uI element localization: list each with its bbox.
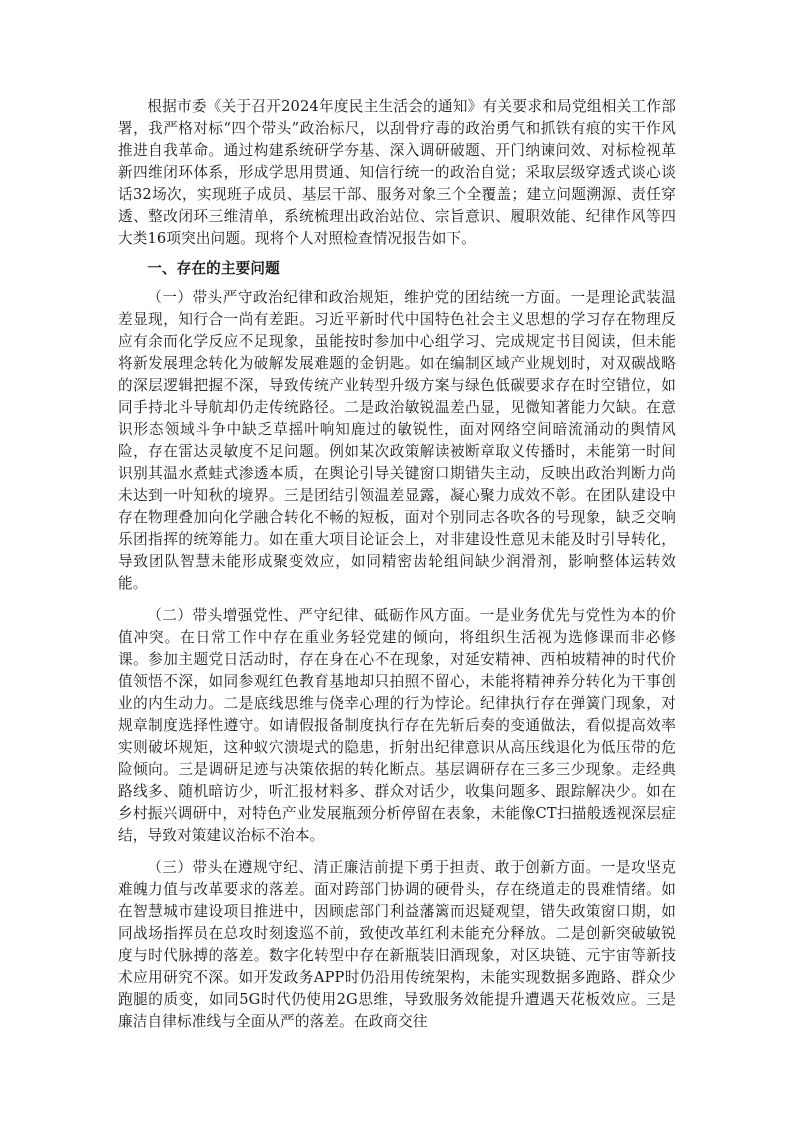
intro-paragraph: 根据市委《关于召开2024年度民主生活会的通知》有关要求和局党组相关工作部署，我严格对标“四个带头”政治标尺，以刮骨疗毒的政治勇气和抓铁有痕的实干作风推进自我革命。通过构建系统研学夯基、深入调研破题、开门纳谏问效、对标检视革新四维闭环体系，形成学思用贯通、知信行统一的政治自觉；采取层级穿透式谈心谈话32场次，实现班子成员、基层干部、服务对象三个全覆盖；建立问题溯源、责任穿透、整改闭环三维清单，系统梳理出政治站位、宗旨意识、履职效能、纪律作风等四大类16项突出问题。现将个人对照检查情况报告如下。 <box>118 98 676 247</box>
paragraph-party-spirit: （二）带头增强党性、严守纪律、砥砺作风方面。一是业务优先与党性为本的价值冲突。在日常工作中存在重业务轻党建的倾向，将组织生活视为选修课而非必修课。参加主题党日活动时，存在身在心不在现象，对延安精神、西柏坡精神的时代价值领悟不深，如同参观红色教育基地却只拍照不留心，未能将精神养分转化为干事创业的内生动力。二是底线思维与侥幸心理的行为悖论。纪律执行存在弹簧门现象，对规章制度选择性遵守。如请假报备制度执行存在先斩后奏的变通做法，看似提高效率实则破坏规矩，这种蚁穴溃堤式的隐患，折射出纪律意识从高压线退化为低压带的危险倾向。三是调研足迹与决策依据的转化断点。基层调研存在三多三少现象。走经典路线多、随机暗访少，听汇报材料多、群众对话少，收集问题多、跟踪解决少。如在乡村振兴调研中，对特色产业发展瓶颈分析停留在表象，未能像CT扫描般透视深层症结，导致对策建议治标不治本。 <box>118 607 676 844</box>
document-body <box>118 96 676 1043</box>
paragraph-political-discipline: （一）带头严守政治纪律和政治规矩，维护党的团结统一方面。一是理论武装温差显现，知行合一尚有差距。习近平新时代中国特色社会主义思想的学习存在物理反应有余而化学反应不足现象，虽能按时参加中心组学习、完成规定书目阅读，但未能将新发展理念转化为破解发展难题的金钥匙。如在编制区域产业规划时，对双碳战略的深层逻辑把握不深，导致传统产业转型升级方案与绿色低碳要求存在时空错位，如同手持北斗导航却仍走传统路径。二是政治敏锐温差凸显，见微知著能力欠缺。在意识形态领域斗争中缺乏草摇叶响知鹿过的敏锐性，面对网络空间暗流涌动的舆情风险，存在雷达灵敏度不足问题。例如某次政策解读被断章取义传播时，未能第一时间识别其温水煮蛙式渗透本质，在舆论引导关键窗口期错失主动，反映出政治判断力尚未达到一叶知秋的境界。三是团结引领温差显露，凝心聚力成效不彰。在团队建设中存在物理叠加向化学融合转化不畅的短板，面对个别同志各吹各的号现象，缺乏交响乐团指挥的统筹能力。如在重大项目论证会上，对非建设性意见未能及时引导转化，导致团队智慧未能形成聚变效应，如同精密齿轮组间缺少润滑剂，影响整体运转效能。 <box>118 289 676 592</box>
paragraph-responsibility-innovation: （三）带头在遵规守纪、清正廉洁前提下勇于担责、敢于创新方面。一是攻坚克难魄力值与改革要求的落差。面对跨部门协调的硬骨头，存在绕道走的畏难情绪。如在智慧城市建设项目推进中，因顾虑部门利益藩篱而迟疑观望，错失政策窗口期，如同战场指挥员在总攻时刻逡巡不前，致使改革红利未能充分释放。二是创新突破敏锐度与时代脉搏的落差。数字化转型中存在新瓶装旧酒现象，对区块链、元宇宙等新技术应用研究不深。如开发政务APP时仍沿用传统架构，未能实现数据多跑路、群众少跑腿的质变，如同5G时代仍使用2G思维，导致服务效能提升遭遇天花板效应。三是廉洁自律标准线与全面从严的落差。在政商交往 <box>118 859 676 1030</box>
section-heading: 一、存在的主要问题 <box>147 260 280 277</box>
